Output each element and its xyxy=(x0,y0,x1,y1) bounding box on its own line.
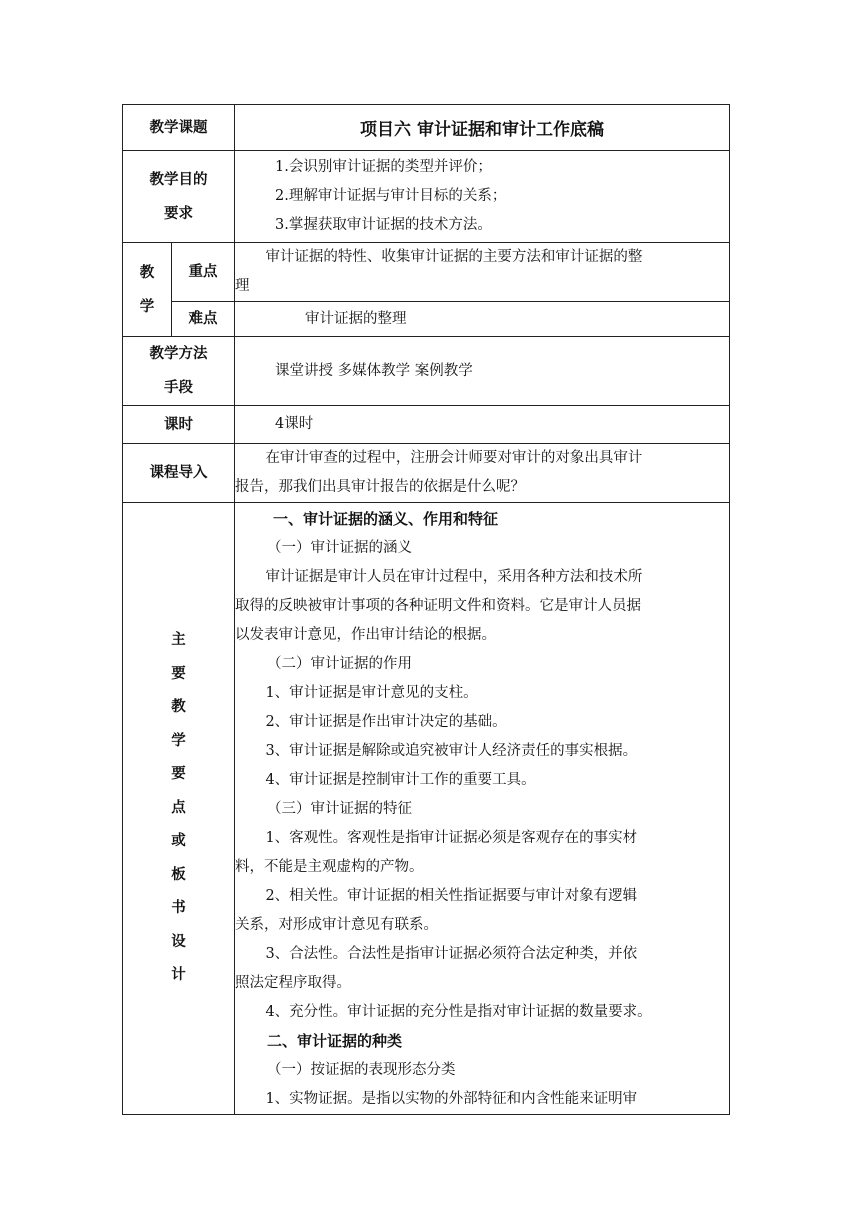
label-objectives-line1: 教学目的 xyxy=(149,171,208,188)
key-points-content xyxy=(235,243,730,302)
label-main-char: 计 xyxy=(171,967,186,984)
label-main-char: 要 xyxy=(171,766,186,783)
lesson-plan-table xyxy=(122,104,730,1115)
row-objectives xyxy=(123,151,730,243)
objective-item: 1.会识别审计证据的类型并评价； xyxy=(275,159,492,175)
objective-item: 3.掌握获取审计证据的技术方法。 xyxy=(275,217,492,233)
label-objectives xyxy=(123,151,235,243)
row-title xyxy=(123,105,730,151)
row-difficult-points xyxy=(123,302,730,337)
label-main-char: 学 xyxy=(171,732,186,749)
label-teaching-line1: 教 xyxy=(139,264,155,281)
label-main-vertical xyxy=(171,624,186,993)
row-hours xyxy=(123,406,730,444)
key-points-line2: 理 xyxy=(235,278,250,294)
label-title: 教学课题 xyxy=(123,105,235,151)
label-main-char: 主 xyxy=(171,632,186,649)
page-title: 项目六 审计证据和审计工作底稿 xyxy=(235,105,730,151)
label-main-char: 教 xyxy=(171,699,186,716)
hours-content: 4课时 xyxy=(235,406,730,444)
label-intro: 课程导入 xyxy=(123,444,235,503)
label-main xyxy=(123,503,235,1115)
list-item: 3、审计证据是解除或追究被审计人经济责任的事实根据。 xyxy=(265,743,638,759)
subsection-heading: （二）审计证据的作用 xyxy=(267,656,412,672)
paragraph-line: 2、相关性。审计证据的相关性指证据要与审计对象有逻辑 xyxy=(265,888,638,904)
paragraph-line: 1、客观性。客观性是指审计证据必须是客观存在的事实材 xyxy=(265,830,638,846)
paragraph-line: 4、充分性。审计证据的充分性是指对审计证据的数量要求。 xyxy=(265,1004,652,1020)
paragraph-line: 3、合法性。合法性是指审计证据必须符合法定种类，并依 xyxy=(265,946,638,962)
label-main-char: 板 xyxy=(171,866,186,883)
subsection-heading: （一）按证据的表现形态分类 xyxy=(267,1062,456,1078)
intro-line1: 在审计审查的过程中，注册会计师要对审计的对象出具审计 xyxy=(265,450,643,466)
objectives-content xyxy=(235,151,730,243)
list-item: 1、审计证据是审计意见的支柱。 xyxy=(265,685,478,701)
label-method-line1: 教学方法 xyxy=(149,346,208,362)
row-method xyxy=(123,337,730,406)
paragraph-line: 审计证据是审计人员在审计过程中，采用各种方法和技术所 xyxy=(265,569,643,585)
paragraph-line: 料，不能是主观虚构的产物。 xyxy=(235,859,424,875)
paragraph-line: 取得的反映被审计事项的各种证明文件和资料。它是审计人员据 xyxy=(235,598,641,614)
label-teaching xyxy=(123,243,172,337)
subsection-heading: （一）审计证据的涵义 xyxy=(267,540,412,556)
row-main xyxy=(123,503,730,1115)
paragraph-line: 照法定程序取得。 xyxy=(235,975,351,991)
list-item: 4、审计证据是控制审计工作的重要工具。 xyxy=(265,772,536,788)
label-main-char: 或 xyxy=(171,833,186,850)
paragraph-line: 以发表审计意见，作出审计结论的根据。 xyxy=(235,627,496,643)
label-main-char: 书 xyxy=(171,900,186,917)
paragraph-line: 关系，对形成审计意见有联系。 xyxy=(235,917,438,933)
difficult-points-content: 审计证据的整理 xyxy=(235,302,730,337)
label-teaching-line2: 学 xyxy=(139,298,155,315)
label-method-line2: 手段 xyxy=(164,380,193,396)
paragraph-line: 1、实物证据。是指以实物的外部特征和内含性能来证明审 xyxy=(265,1091,638,1107)
list-item: 2、审计证据是作出审计决定的基础。 xyxy=(265,714,507,730)
section-heading-1: 一、审计证据的涵义、作用和特征 xyxy=(273,510,499,528)
method-content: 课堂讲授 多媒体教学 案例教学 xyxy=(235,337,730,406)
main-content xyxy=(235,503,730,1115)
objective-item: 2.理解审计证据与审计目标的关系； xyxy=(275,188,507,204)
label-objectives-line2: 要求 xyxy=(164,205,193,222)
label-main-char: 设 xyxy=(171,933,186,950)
key-points-line1: 审计证据的特性、收集审计证据的主要方法和审计证据的整 xyxy=(265,249,643,265)
row-key-points xyxy=(123,243,730,302)
label-method xyxy=(123,337,235,406)
label-main-char: 点 xyxy=(171,799,186,816)
label-key: 重点 xyxy=(172,243,235,302)
row-intro xyxy=(123,444,730,503)
label-hours: 课时 xyxy=(123,406,235,444)
section-heading-2: 二、审计证据的种类 xyxy=(267,1032,403,1050)
subsection-heading: （三）审计证据的特征 xyxy=(267,801,412,817)
intro-line2: 报告，那我们出具审计报告的依据是什么呢？ xyxy=(235,479,525,495)
intro-content xyxy=(235,444,730,503)
label-difficult: 难点 xyxy=(172,302,235,337)
label-main-char: 要 xyxy=(171,665,186,682)
